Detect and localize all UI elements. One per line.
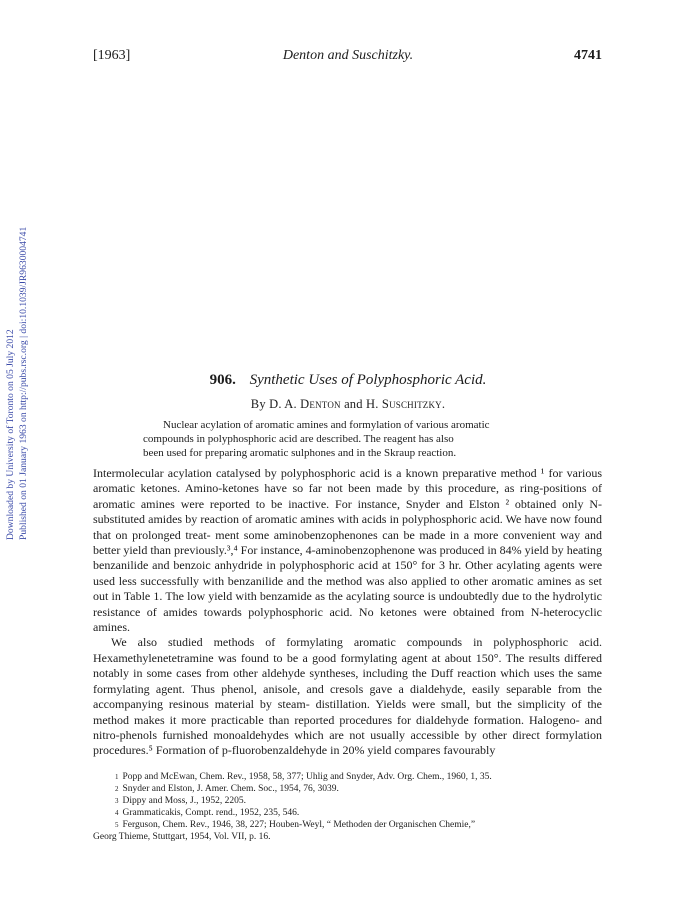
footnote-number: 5 <box>115 821 119 829</box>
abstract-line: Nuclear acylation of aromatic amines and formylation of various aromatic <box>163 419 490 431</box>
byline <box>0 397 696 412</box>
body-line: this procedure, as ring-positions of aromatic amines were reported to be inactive. For <box>93 481 602 511</box>
journal-year: [1963] <box>93 48 131 63</box>
footnote <box>93 819 602 831</box>
article-number: 906. <box>209 372 236 388</box>
body-line: reaction which uses the same formylating agent. Thus phenol, anisole, and cresols gave <box>93 666 602 696</box>
body-line: procedures.⁵ Formation of p-fluorobenzaldehyde in 20% yield compares favourably <box>93 743 496 758</box>
body-line: a dialdehyde, easily separable from the accompanying resinous material by steam- <box>93 681 602 712</box>
footnote <box>93 807 602 819</box>
footnote-text: Popp and McEwan, Chem. Rev., 1958, 58, 377; Uhlig and Snyder, Adv. Org. Chem., 1960, 1, 35. <box>122 772 492 782</box>
footnote-number: 3 <box>115 797 119 805</box>
footnote <box>93 795 602 807</box>
body-line: instance, Snyder and Elston ² obtained only N-substituted amides by reaction of aromatic <box>93 496 602 527</box>
abstract <box>143 418 553 460</box>
body-line: We also studied methods of formylating aromatic compounds in polyphosphoric acid. <box>111 635 602 650</box>
footnote-text: Grammaticakis, Compt. rend., 1952, 235, 546. <box>122 808 300 818</box>
byline-and: and H. <box>344 397 379 411</box>
abstract-line: been used for preparing aromatic sulphones and in the Skraup reaction. <box>143 447 457 459</box>
body-line: furnished monoaldehydes which are not usually accessible by other direct formylation <box>162 727 602 742</box>
body-line: than previously.³,⁴ For instance, 4-aminobenzophenone was produced in 84% yield by <box>150 543 564 558</box>
article-title <box>0 372 696 389</box>
footnote-number: 2 <box>115 785 119 793</box>
body-line: than reported procedures for dialdehyde formation. Halogeno- and nitro-phenols <box>93 712 603 742</box>
footnotes <box>93 771 602 843</box>
body-line: Hexamethylenetetramine was found to be a good formylating agent at about 150°. The <box>93 650 525 665</box>
body-line: method ¹ for various aromatic ketones. Amino-ketones have so far not been made by <box>93 466 603 496</box>
running-head-authors: Denton and Suschitzky. <box>282 48 414 63</box>
paragraph-1 <box>93 466 602 635</box>
article-title-text: Synthetic Uses of Polyphosphoric Acid. <box>249 372 487 388</box>
body-line: Intermolecular acylation catalysed by polyphosphoric acid is a known preparative <box>93 466 497 480</box>
body-line: acylating agents were used less successfully with benzanilide and the method was also <box>93 558 603 588</box>
author-2-surname: Suschitzky. <box>381 397 446 411</box>
footnote-continuation: Georg Thieme, Stuttgart, 1954, Vol. VII, p. 16. <box>93 832 271 842</box>
author-1-surname: Denton <box>300 397 341 411</box>
publication-line[interactable]: Published on 01 January 1963 on http://pubs.rsc.org | doi:10.1039/JR9630004741 <box>18 226 29 540</box>
body-line: amines with acids in polyphosphoric acid. We have now found that on prolonged treat- <box>93 512 602 542</box>
download-watermark <box>4 160 40 540</box>
download-line[interactable]: Downloaded by University of Toronto on 05 July 2012 <box>5 329 16 540</box>
abstract-line: compounds in polyphosphoric acid are described. The reagent has also <box>143 433 454 445</box>
footnote <box>93 771 602 783</box>
footnote-text: Snyder and Elston, J. Amer. Chem. Soc., 1954, 76, 3039. <box>122 784 339 794</box>
body-line: distillation. Yields were small, but the simplicity of the method makes it more practicable <box>93 697 603 727</box>
footnote-text: Ferguson, Chem. Rev., 1946, 38, 227; Houben-Weyl, “ Methoden der Organischen Chemie,” <box>122 820 476 830</box>
footnote-number: 1 <box>115 773 119 781</box>
body-line: results differed notably in some cases from other aldehyde syntheses, including the Duff <box>93 650 603 681</box>
footnote-number: 4 <box>115 809 119 817</box>
footnote <box>93 783 602 795</box>
body-line: applied to other aromatic amines as set out in Table 1. The low yield with benzamide <box>93 573 603 604</box>
body-text <box>93 466 602 759</box>
footnote-text: Dippy and Moss, J., 1952, 2205. <box>122 796 247 806</box>
body-line: polyphosphoric acid. No ketones were obtained from N-heterocyclic amines. <box>93 604 602 635</box>
paragraph-2 <box>93 635 602 758</box>
body-line: as the acylating source is undoubtedly due to the hydrolytic resistance of amides towards <box>93 589 603 619</box>
byline-prefix: By D. A. <box>250 397 297 411</box>
body-line: ment some aminobenzophenones can be made in a more convenient way and better yield <box>93 527 603 558</box>
page-number: 4741 <box>574 48 602 63</box>
body-line: heating benzanilide and benzoic anhydride in polyphosphoric acid at 150° for 3 hr. Other <box>93 543 603 573</box>
page-header <box>0 48 696 68</box>
